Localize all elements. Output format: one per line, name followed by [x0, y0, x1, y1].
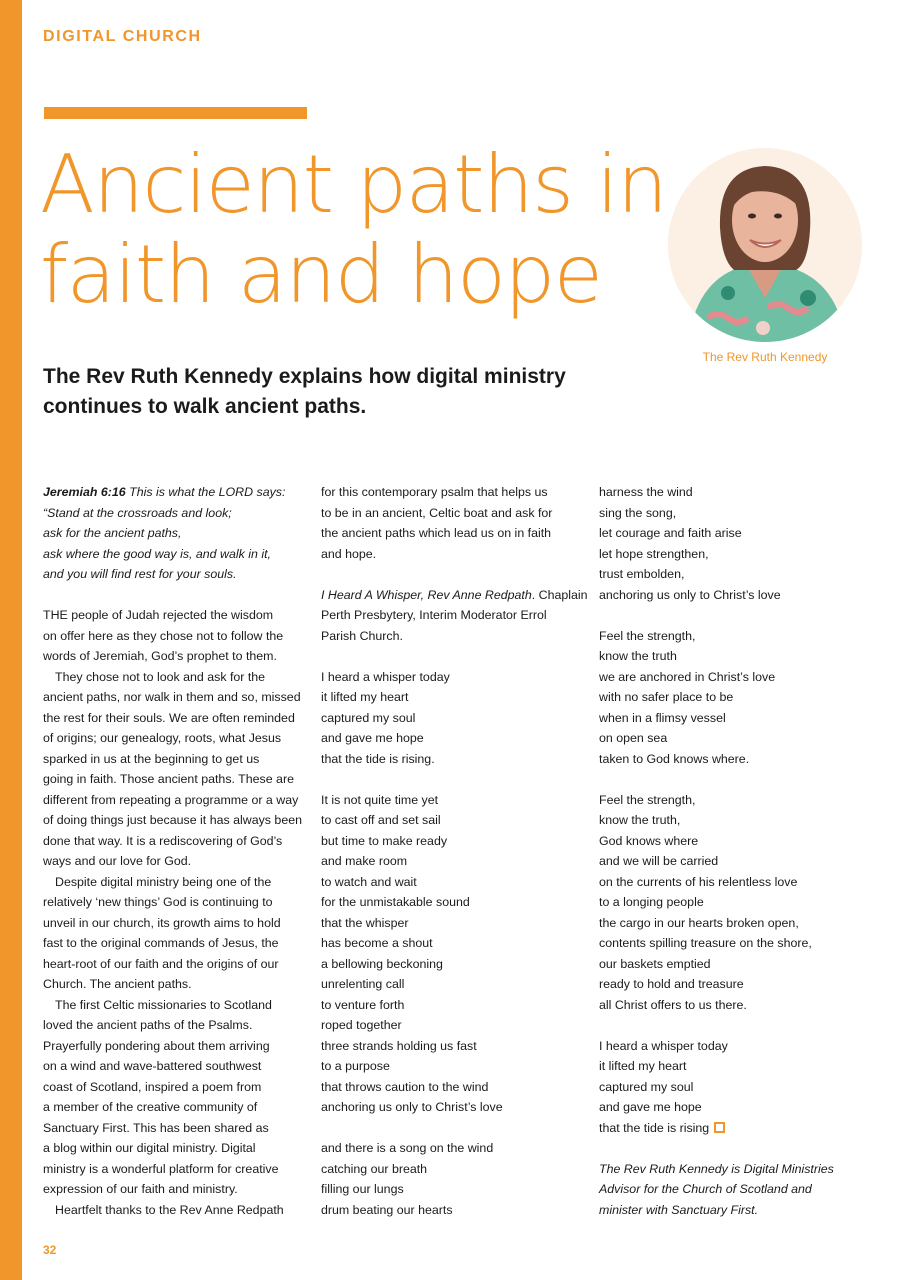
standfirst-line: continues to walk ancient paths.	[43, 395, 367, 418]
headline	[40, 140, 680, 320]
poem-line: to cast off and set sail	[321, 813, 441, 827]
text-line: different from repeating a programme or a way	[43, 792, 299, 807]
poem-line: catching our breath	[321, 1161, 428, 1176]
headline-line: Ancient paths in	[40, 138, 667, 231]
poem-line: that the tide is rising.	[321, 751, 435, 766]
poem-line: that the tide is rising	[599, 1120, 710, 1135]
poem-line: it lifted my heart	[599, 1059, 687, 1073]
poem-line: on the currents of his relentless love	[599, 874, 798, 889]
text-line: sparked in us at the beginning to get us	[43, 751, 260, 766]
poem-line: Feel the strength,	[599, 792, 696, 807]
poem-title: I Heard A Whisper, Rev Anne Redpath	[321, 587, 532, 602]
poem-stanza	[321, 1138, 586, 1220]
body-paragraph	[43, 995, 305, 1200]
poem-line: and make room	[321, 854, 408, 868]
poem-line: and gave me hope	[321, 731, 424, 745]
poem-line: captured my soul	[599, 1079, 694, 1094]
poem-line: roped together	[321, 1018, 402, 1032]
standfirst-line: The Rev Ruth Kennedy explains how digital ministry	[43, 365, 566, 388]
headline-line: faith and hope	[40, 228, 602, 321]
poem-line: for the unmistakable sound	[321, 895, 470, 909]
text-line: They chose not to look and ask for the	[55, 669, 266, 684]
text-line: coast of Scotland, inspired a poem from	[43, 1079, 262, 1094]
poem-line: taken to God knows where.	[599, 751, 750, 766]
text-line: Church. The ancient paths.	[43, 977, 192, 991]
poem-line: with no safer place to be	[599, 690, 734, 704]
poem-line: to a longing people	[599, 895, 704, 909]
scripture-line: This is what the LORD says:	[129, 485, 286, 499]
author-bio	[599, 1159, 844, 1221]
text-line: the ancient paths which lead us on in faith	[321, 526, 552, 540]
scripture-reference: Jeremiah 6:16	[43, 485, 126, 499]
body-paragraph	[43, 1200, 305, 1221]
article-column-3	[599, 482, 844, 1220]
body-paragraph	[43, 872, 305, 995]
poem-line: the cargo in our hearts broken open,	[599, 915, 799, 930]
poem-line: anchoring us only to Christ’s love	[599, 587, 781, 602]
poem-line: harness the wind	[599, 485, 693, 499]
poem-credit	[321, 585, 586, 647]
end-square-icon	[714, 1122, 725, 1133]
text-line: the rest for their souls. We are often reminded	[43, 710, 295, 725]
poem-stanza	[599, 790, 844, 1016]
poem-line: and we will be carried	[599, 854, 719, 868]
text-line: . Chaplain	[531, 587, 588, 602]
body-paragraph	[321, 482, 586, 564]
poem-line: that throws caution to the wind	[321, 1079, 489, 1094]
poem-line: Feel the strength,	[599, 628, 696, 643]
poem-line: I heard a whisper today	[321, 669, 450, 684]
text-line: heart-root of our faith and the origins of our	[43, 956, 279, 971]
text-line: ways and our love for God.	[43, 854, 192, 868]
bio-line: minister with Sanctuary First.	[599, 1202, 759, 1217]
standfirst	[43, 362, 603, 422]
scripture-quote	[43, 482, 305, 585]
text-line: a member of the creative community of	[43, 1100, 258, 1114]
text-line: words of Jeremiah, God’s prophet to them.	[43, 649, 277, 663]
text-line: and hope.	[321, 546, 377, 561]
page-number: 32	[43, 1243, 57, 1257]
text-line: going in faith. Those ancient paths. These are	[43, 772, 294, 786]
text-line: a blog within our digital ministry. Digital	[43, 1141, 256, 1155]
text-line: of origins; our genealogy, roots, what Jesus	[43, 731, 282, 745]
poem-line: filling our lungs	[321, 1182, 404, 1196]
author-portrait-image	[668, 148, 862, 342]
poem-line: three strands holding us fast	[321, 1038, 477, 1053]
poem-line: let courage and faith arise	[599, 526, 742, 540]
poem-line: a bellowing beckoning	[321, 956, 443, 971]
poem-line: when in a flimsy vessel	[599, 710, 726, 725]
text-line: The first Celtic missionaries to Scotland	[55, 997, 272, 1012]
article-column-2	[321, 482, 586, 1220]
text-line: on offer here as they chose not to follow the	[43, 628, 284, 643]
text-line: ministry is a wonderful platform for creative	[43, 1161, 279, 1176]
poem-line: that the whisper	[321, 915, 409, 930]
poem-line: I heard a whisper today	[599, 1038, 728, 1053]
text-line: THE people of Judah rejected the wisdom	[43, 608, 274, 622]
poem-line: to watch and wait	[321, 874, 417, 889]
poem-line: it lifted my heart	[321, 690, 409, 704]
poem-stanza	[599, 1036, 844, 1139]
text-line: done that way. It is a rediscovering of God’s	[43, 833, 283, 848]
author-portrait	[668, 148, 862, 342]
poem-line: God knows where	[599, 833, 699, 848]
poem-line: to venture forth	[321, 997, 405, 1012]
text-line: Heartfelt thanks to the Rev Anne Redpath	[55, 1202, 284, 1217]
poem-line: unrelenting call	[321, 977, 405, 991]
body-paragraph	[43, 605, 305, 667]
text-line: Sanctuary First. This has been shared as	[43, 1120, 269, 1135]
section-label: DIGITAL CHURCH	[43, 28, 202, 45]
poem-line: has become a shout	[321, 936, 433, 950]
text-line: fast to the original commands of Jesus, the	[43, 936, 279, 950]
poem-line: let hope strengthen,	[599, 546, 709, 561]
text-line: for this contemporary psalm that helps us	[321, 485, 548, 499]
scripture-line: and you will find rest for your souls.	[43, 567, 237, 581]
text-line: unveil in our church, its growth aims to hold	[43, 915, 281, 930]
scripture-line: “Stand at the crossroads and look;	[43, 505, 232, 520]
text-line: Prayerfully pondering about them arriving	[43, 1038, 270, 1053]
poem-line: to a purpose	[321, 1059, 390, 1073]
poem-line: and there is a song on the wind	[321, 1141, 494, 1155]
text-line: expression of our faith and ministry.	[43, 1182, 238, 1196]
poem-line: anchoring us only to Christ’s love	[321, 1100, 503, 1114]
poem-line: contents spilling treasure on the shore,	[599, 936, 812, 950]
side-accent-bar	[0, 0, 22, 1280]
scripture-line: ask where the good way is, and walk in it,	[43, 546, 271, 561]
title-rule	[44, 107, 307, 119]
photo-caption: The Rev Ruth Kennedy	[702, 350, 828, 364]
poem-stanza	[321, 667, 586, 770]
poem-line: but time to make ready	[321, 833, 448, 848]
text-line: ancient paths, nor walk in them and so, missed	[43, 690, 301, 704]
text-line: Parish Church.	[321, 628, 403, 643]
poem-line: we are anchored in Christ’s love	[599, 669, 776, 684]
text-line: to be in an ancient, Celtic boat and ask for	[321, 505, 553, 520]
bio-line: Advisor for the Church of Scotland and	[599, 1182, 812, 1196]
text-line: Perth Presbytery, Interim Moderator Errol	[321, 608, 547, 622]
poem-line: trust embolden,	[599, 567, 685, 581]
text-line: relatively ‘new things’ God is continuing to	[43, 895, 273, 909]
poem-line: sing the song,	[599, 505, 677, 520]
scripture-line: ask for the ancient paths,	[43, 526, 182, 540]
poem-line: all Christ offers to us there.	[599, 997, 747, 1012]
poem-stanza	[599, 626, 844, 770]
poem-line: captured my soul	[321, 710, 416, 725]
body-paragraph	[43, 667, 305, 872]
poem-line: know the truth,	[599, 813, 681, 827]
poem-stanza	[599, 482, 844, 605]
poem-line: our baskets emptied	[599, 956, 711, 971]
poem-stanza	[321, 790, 586, 1118]
poem-line: and gave me hope	[599, 1100, 702, 1114]
poem-line: drum beating our hearts	[321, 1202, 453, 1217]
text-line: of doing things just because it has always been	[43, 813, 302, 827]
text-line: on a wind and wave-battered southwest	[43, 1059, 262, 1073]
poem-line: ready to hold and treasure	[599, 977, 744, 991]
text-line: Despite digital ministry being one of the	[55, 874, 272, 889]
poem-line: know the truth	[599, 649, 677, 663]
poem-line: It is not quite time yet	[321, 792, 439, 807]
bio-line: The Rev Ruth Kennedy is Digital Ministries	[599, 1161, 834, 1176]
article-column-1	[43, 482, 305, 1220]
poem-line: on open sea	[599, 731, 668, 745]
text-line: loved the ancient paths of the Psalms.	[43, 1018, 253, 1032]
